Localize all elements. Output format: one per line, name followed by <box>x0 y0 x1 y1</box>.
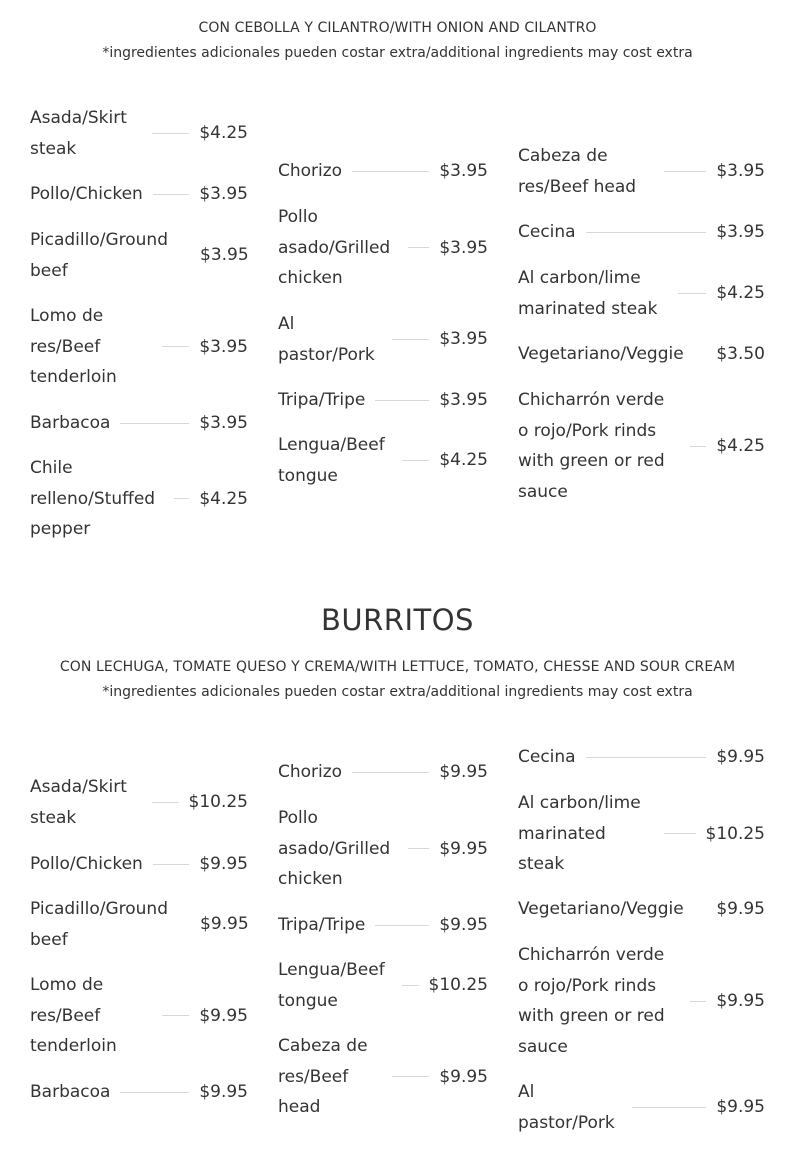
dotted-leader <box>694 909 707 910</box>
dotted-leader <box>352 772 429 773</box>
item-name: Asada/Skirt steak <box>30 777 127 828</box>
item-name: Chicharrón verde o rojo/Pork rinds with green or red sauce <box>518 945 665 1057</box>
burritos-title: BURRITOS <box>321 603 474 637</box>
dotted-leader <box>402 460 429 461</box>
item-price: $9.95 <box>199 1005 248 1026</box>
menu-item <box>518 742 765 773</box>
item-price: $9.95 <box>439 1066 488 1087</box>
menu-item <box>518 788 765 880</box>
item-name: Cecina <box>518 222 576 242</box>
menu-item <box>518 894 765 925</box>
item-name: Chorizo <box>278 762 343 782</box>
item-price: $3.95 <box>439 390 488 410</box>
item-name: Lengua/Beef tongue <box>278 960 385 1011</box>
item-name: Pollo/Chicken <box>30 854 143 874</box>
dotted-leader <box>174 498 189 499</box>
item-name: Picadillo/Ground beef <box>30 230 168 281</box>
menu-item <box>278 1031 488 1123</box>
item-name: Pollo/Chicken <box>30 184 143 204</box>
item-name: Cecina <box>518 747 576 767</box>
menu-item <box>30 849 248 880</box>
item-price: $4.25 <box>199 123 248 144</box>
menu-item <box>30 772 248 833</box>
menu-item <box>30 301 248 393</box>
menu-item <box>518 339 765 370</box>
item-name: Chorizo <box>278 161 343 181</box>
item-name: Al pastor/Pork <box>518 1082 615 1133</box>
dotted-leader <box>392 339 429 340</box>
item-name: Vegetariano/Veggie <box>518 344 684 364</box>
item-price: $10.25 <box>428 975 488 996</box>
dotted-leader <box>664 833 696 834</box>
dotted-leader <box>694 354 707 355</box>
menu-item <box>518 940 765 1062</box>
menu-item <box>30 453 248 545</box>
item-price: $3.50 <box>716 344 765 364</box>
item-name: Lomo de res/Beef tenderloin <box>30 975 117 1056</box>
menu-item <box>30 179 248 210</box>
item-price: $9.95 <box>716 990 765 1011</box>
dotted-leader <box>162 1015 189 1016</box>
item-price: $3.95 <box>439 329 488 350</box>
item-price: $3.95 <box>439 161 488 181</box>
menu-item <box>518 385 765 507</box>
item-price: $3.95 <box>199 336 248 357</box>
item-price: $3.95 <box>439 237 488 258</box>
burritos-subheading: CON LECHUGA, TOMATE QUESO Y CREMA/WITH LETTUCE, TOMATO, CHESSE AND SOUR CREAM <box>59 659 736 675</box>
menu-item <box>30 225 248 286</box>
item-name: Barbacoa <box>30 413 111 433</box>
dotted-leader <box>690 446 706 447</box>
item-price: $9.95 <box>716 899 765 919</box>
dotted-leader <box>153 864 190 865</box>
item-price: $9.95 <box>439 762 488 782</box>
item-name: Chicharrón verde o rojo/Pork rinds with green or red sauce <box>518 390 665 502</box>
item-price: $3.95 <box>716 161 765 182</box>
dotted-leader <box>375 925 429 926</box>
menu-item <box>30 408 248 439</box>
item-name: Lengua/Beef tongue <box>278 435 385 486</box>
menu-item <box>278 757 488 788</box>
dotted-leader <box>152 802 179 803</box>
item-price: $9.95 <box>200 914 249 935</box>
dotted-leader <box>690 1001 706 1002</box>
menu-item <box>278 385 488 416</box>
item-price: $3.95 <box>199 184 248 204</box>
menu-item <box>518 141 765 202</box>
item-name: Barbacoa <box>30 1082 111 1102</box>
menu-item <box>518 1077 765 1138</box>
item-name: Asada/Skirt steak <box>30 108 127 159</box>
dotted-leader <box>153 194 190 195</box>
item-name: Chile relleno/Stuffed pepper <box>30 458 156 539</box>
menu-item <box>278 202 488 294</box>
menu-item <box>30 894 248 955</box>
burritos-note: *ingredientes adicionales pueden costar extra/additional ingredients may cost extra <box>102 684 693 700</box>
item-price: $9.95 <box>716 747 765 767</box>
item-price: $9.95 <box>199 1082 248 1102</box>
tacos-subheading: CON CEBOLLA Y CILANTRO/WITH ONION AND CILANTRO <box>198 20 597 36</box>
item-price: $4.25 <box>716 435 765 456</box>
dotted-leader <box>152 133 189 134</box>
dotted-leader <box>408 848 429 849</box>
item-price: $4.25 <box>199 488 248 509</box>
item-price: $9.95 <box>199 854 248 874</box>
item-name: Picadillo/Ground beef <box>30 899 168 950</box>
dotted-leader <box>162 346 189 347</box>
item-price: $9.95 <box>716 1097 765 1118</box>
menu-item <box>30 970 248 1062</box>
item-name: Pollo asado/Grilled chicken <box>278 808 391 889</box>
item-price: $10.25 <box>188 792 248 813</box>
dotted-leader <box>664 171 706 172</box>
tacos-note: *ingredientes adicionales pueden costar extra/additional ingredients may cost extra <box>102 45 693 61</box>
menu-item <box>278 955 488 1016</box>
item-price: $4.25 <box>716 283 765 304</box>
item-price: $3.95 <box>716 222 765 242</box>
item-name: Vegetariano/Veggie <box>518 899 684 919</box>
dotted-leader <box>375 400 429 401</box>
item-name: Pollo asado/Grilled chicken <box>278 207 391 288</box>
item-name: Cabeza de res/Beef head <box>278 1036 368 1117</box>
dotted-leader <box>586 232 707 233</box>
menu-item <box>30 1077 248 1108</box>
dotted-leader <box>408 247 429 248</box>
item-name: Al carbon/lime marinated steak <box>518 793 641 874</box>
menu-item <box>30 103 248 164</box>
dotted-leader <box>392 1076 429 1077</box>
item-price: $9.95 <box>439 915 488 935</box>
item-price: $10.25 <box>705 823 765 844</box>
dotted-leader <box>352 171 429 172</box>
item-name: Cabeza de res/Beef head <box>518 146 637 197</box>
dotted-leader <box>632 1107 706 1108</box>
menu-item <box>278 430 488 491</box>
item-price: $4.25 <box>439 450 488 471</box>
menu-item <box>278 156 488 187</box>
item-name: Tripa/Tripe <box>278 915 366 935</box>
item-name: Al pastor/Pork <box>278 314 375 365</box>
menu-item <box>518 263 765 324</box>
dotted-leader <box>586 757 707 758</box>
dotted-leader <box>402 985 419 986</box>
item-name: Al carbon/lime marinated steak <box>518 268 658 319</box>
menu-item <box>518 217 765 248</box>
dotted-leader <box>120 1092 189 1093</box>
item-name: Lomo de res/Beef tenderloin <box>30 306 117 387</box>
menu-item <box>278 309 488 370</box>
item-price: $3.95 <box>199 413 248 433</box>
item-price: $3.95 <box>200 245 249 266</box>
menu-item <box>278 910 488 941</box>
item-price: $9.95 <box>439 838 488 859</box>
dotted-leader <box>120 423 189 424</box>
item-name: Tripa/Tripe <box>278 390 366 410</box>
dotted-leader <box>678 293 706 294</box>
menu-item <box>278 803 488 895</box>
